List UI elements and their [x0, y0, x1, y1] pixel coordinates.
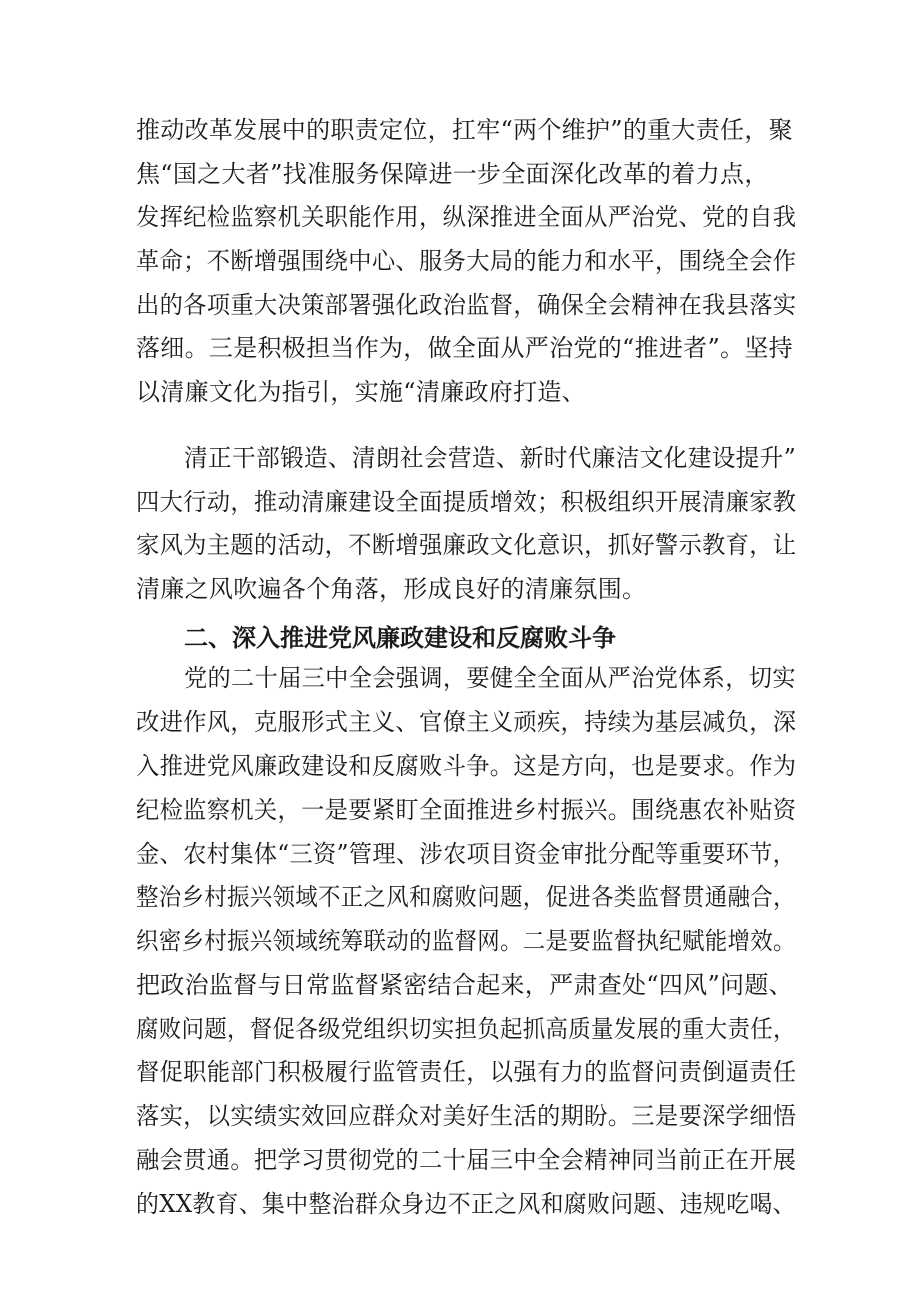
paragraph-line: 清廉之风吹遍各个角落，形成良好的清廉氛围。	[136, 575, 647, 603]
paragraph-line: 家风为主题的活动，不断增强廉政文化意识，抓好警示教育，让	[136, 531, 797, 559]
paragraph-line: 纪检监察机关，一是要紧盯全面推进乡村振兴。围绕惠农补贴资	[136, 796, 797, 824]
paragraph-line: 推动改革发展中的职责定位，扛牢“两个维护”的重大责任，聚	[136, 116, 793, 144]
paragraph-line: 督促职能部门积极履行监管责任，以强有力的监督问责倒逼责任	[136, 1058, 797, 1086]
paragraph-line: 织密乡村振兴领域统筹联动的监督网。二是要监督执纪赋能增效。	[136, 927, 796, 955]
paragraph-line: 以清廉文化为指引，实施“清廉政府打造、	[136, 378, 586, 406]
paragraph-line: 落细。三是积极担当作为，做全面从严治党的“推进者”。坚持	[136, 334, 793, 362]
paragraph-line: 革命；不断增强围绕中心、服务大局的能力和水平，围绕全会作	[136, 247, 797, 275]
paragraph-line: 入推进党风廉政建设和反腐败斗争。这是方向，也是要求。作为	[136, 752, 797, 780]
paragraph-line: 发挥纪检监察机关职能作用，纵深推进全面从严治党、党的自我	[136, 203, 797, 231]
paragraph-line: 融会贯通。把学习贯彻党的二十届三中全会精神同当前正在开展	[136, 1146, 797, 1174]
paragraph-line: 改进作风，克服形式主义、官僚主义顽疾，持续为基层减负，深	[136, 708, 797, 736]
paragraph-line: 清正干部锻造、清朗社会营造、新时代廉洁文化建设提升”	[184, 444, 797, 472]
paragraph-line: 落实，以实绩实效回应群众对美好生活的期盼。三是要深学细悟	[136, 1102, 797, 1130]
paragraph-line: 党的二十届三中全会强调，要健全全面从严治党体系，切实	[184, 664, 796, 692]
paragraph-line: 把政治监督与日常监督紧密结合起来，严肃查处“四风”问题、	[136, 971, 793, 999]
paragraph-line: 四大行动，推动清廉建设全面提质增效；积极组织开展清廉家教	[136, 488, 797, 516]
paragraph-line: 金、农村集体“三资”管理、涉农项目资金审批分配等重要环节，	[136, 840, 797, 868]
paragraph-line: 整治乡村振兴领域不正之风和腐败问题，促进各类监督贯通融合，	[136, 883, 796, 911]
paragraph-line: 出的各项重大决策部署强化政治监督，确保全会精神在我县落实	[136, 291, 797, 319]
section-heading: 二、深入推进党风廉政建设和反腐败斗争	[184, 624, 616, 652]
paragraph-line: 焦“国之大者”找准服务保障进一步全面深化改革的着力点，	[136, 160, 769, 188]
paragraph-line: 腐败问题，督促各级党组织切实担负起抓高质量发展的重大责任，	[136, 1015, 796, 1043]
paragraph-line: 的XX教育、集中整治群众身边不正之风和腐败问题、违规吃喝、	[136, 1190, 796, 1218]
